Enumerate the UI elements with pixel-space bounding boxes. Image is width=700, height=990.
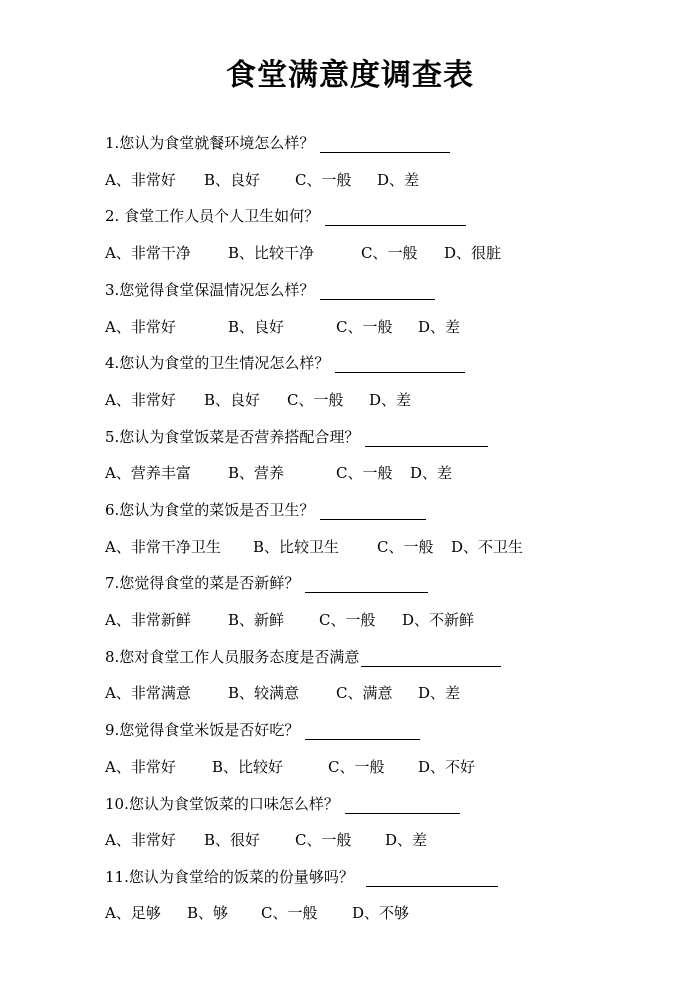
option-d[interactable]: D、差	[377, 171, 420, 189]
question-3	[105, 280, 435, 300]
option-b[interactable]: B、比较好	[212, 758, 284, 776]
question-10	[105, 794, 460, 814]
question-2	[105, 206, 466, 226]
question-6	[105, 500, 426, 520]
option-c[interactable]: C、一般	[328, 758, 385, 776]
option-d[interactable]: D、很脏	[444, 244, 502, 262]
option-d[interactable]: D、差	[418, 684, 461, 702]
option-c[interactable]: C、一般	[377, 538, 434, 556]
option-c[interactable]: C、一般	[361, 244, 418, 262]
option-d[interactable]: D、差	[410, 464, 453, 482]
question-text: 9.您觉得食堂米饭是否好吃？	[105, 721, 300, 739]
option-a[interactable]: A、非常好	[105, 171, 176, 189]
option-b[interactable]: B、良好	[228, 318, 285, 336]
question-text: 11.您认为食堂给的饭菜的份量够吗？	[105, 868, 354, 886]
option-a[interactable]: A、非常好	[105, 391, 176, 409]
option-a[interactable]: A、营养丰富	[105, 464, 191, 482]
question-text: 6.您认为食堂的菜饭是否卫生？	[105, 501, 315, 519]
answer-blank[interactable]	[361, 650, 501, 667]
option-c[interactable]: C、一般	[295, 831, 352, 849]
option-d[interactable]: D、不好	[418, 758, 476, 776]
option-d[interactable]: D、不卫生	[451, 538, 524, 556]
option-c[interactable]: C、一般	[295, 171, 352, 189]
question-9	[105, 720, 420, 740]
option-a[interactable]: A、非常新鲜	[105, 611, 191, 629]
question-5	[105, 427, 488, 447]
option-a[interactable]: A、非常干净卫生	[105, 538, 221, 556]
option-a[interactable]: A、非常好	[105, 318, 176, 336]
question-text: 3.您觉得食堂保温情况怎么样？	[105, 281, 315, 299]
question-text: 2. 食堂工作人员个人卫生如何？	[105, 207, 320, 225]
question-1	[105, 133, 450, 153]
question-text: 10.您认为食堂饭菜的口味怎么样？	[105, 795, 339, 813]
option-b[interactable]: B、良好	[204, 171, 261, 189]
option-c[interactable]: C、一般	[336, 318, 393, 336]
option-a[interactable]: A、非常好	[105, 758, 176, 776]
option-d[interactable]: D、差	[369, 391, 412, 409]
question-11	[105, 867, 498, 887]
option-d[interactable]: D、不够	[352, 904, 410, 922]
question-7	[105, 573, 428, 593]
answer-blank[interactable]	[345, 797, 460, 814]
answer-blank[interactable]	[365, 430, 488, 447]
option-d[interactable]: D、不新鲜	[402, 611, 475, 629]
question-text: 5.您认为食堂饭菜是否营养搭配合理？	[105, 428, 360, 446]
option-a[interactable]: A、非常满意	[105, 684, 191, 702]
answer-blank[interactable]	[305, 723, 420, 740]
option-a[interactable]: A、非常好	[105, 831, 176, 849]
question-8	[105, 647, 501, 667]
option-b[interactable]: B、比较卫生	[253, 538, 340, 556]
option-a[interactable]: A、非常干净	[105, 244, 191, 262]
question-text: 4.您认为食堂的卫生情况怎么样？	[105, 354, 330, 372]
answer-blank[interactable]	[366, 870, 498, 887]
answer-blank[interactable]	[335, 356, 465, 373]
option-b[interactable]: B、较满意	[228, 684, 300, 702]
option-c[interactable]: C、满意	[336, 684, 393, 702]
option-b[interactable]: B、营养	[228, 464, 285, 482]
option-b[interactable]: B、新鲜	[228, 611, 285, 629]
option-a[interactable]: A、足够	[105, 904, 161, 922]
answer-blank[interactable]	[320, 136, 450, 153]
option-d[interactable]: D、差	[385, 831, 428, 849]
option-b[interactable]: B、比较干净	[228, 244, 315, 262]
answer-blank[interactable]	[320, 283, 435, 300]
option-b[interactable]: B、够	[187, 904, 229, 922]
answer-blank[interactable]	[320, 503, 426, 520]
question-4	[105, 353, 465, 373]
option-c[interactable]: C、一般	[261, 904, 318, 922]
answer-blank[interactable]	[305, 576, 428, 593]
option-b[interactable]: B、很好	[204, 831, 261, 849]
option-c[interactable]: C、一般	[319, 611, 376, 629]
option-d[interactable]: D、差	[418, 318, 461, 336]
option-c[interactable]: C、一般	[287, 391, 344, 409]
option-c[interactable]: C、一般	[336, 464, 393, 482]
question-text: 8.您对食堂工作人员服务态度是否满意	[105, 648, 360, 666]
answer-blank[interactable]	[325, 209, 466, 226]
question-text: 1.您认为食堂就餐环境怎么样？	[105, 134, 315, 152]
option-b[interactable]: B、良好	[204, 391, 261, 409]
question-text: 7.您觉得食堂的菜是否新鲜？	[105, 574, 300, 592]
page-title: 食堂满意度调查表	[226, 58, 474, 93]
